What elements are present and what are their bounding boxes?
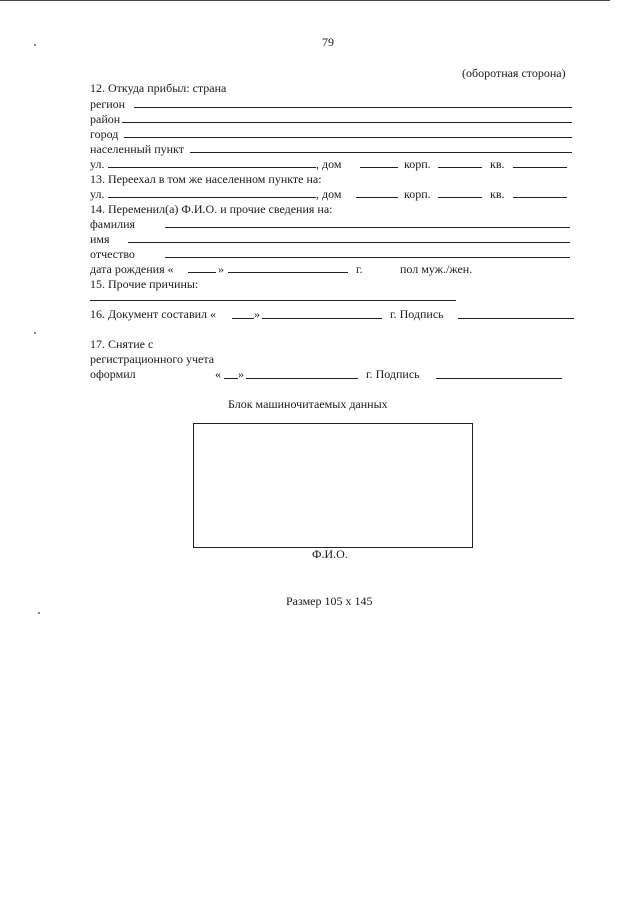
s14-title: 14. Переменил(а) Ф.И.О. и прочие сведения на: <box>90 202 333 216</box>
s13-kv-label: кв. <box>490 187 505 201</box>
s12-gorod-label: город <box>90 127 119 141</box>
s17-open: « <box>215 367 221 381</box>
s12-np-line[interactable] <box>190 152 572 153</box>
s17-year: г. Подпись <box>366 367 420 381</box>
s13-kv-line[interactable] <box>513 197 567 198</box>
s16-month-line[interactable] <box>262 318 382 319</box>
s12-gorod-line[interactable] <box>124 137 572 138</box>
s14-otchestvo-label: отчество <box>90 247 135 261</box>
scan-speck <box>34 44 36 46</box>
s12-np-label: населенный пункт <box>90 142 184 156</box>
machine-block-fio: Ф.И.О. <box>312 547 348 561</box>
machine-block-box[interactable] <box>193 423 473 548</box>
s13-ul-label: ул. <box>90 187 105 201</box>
s14-sex: пол муж./жен. <box>400 262 473 276</box>
s14-familiya-label: фамилия <box>90 217 136 231</box>
s14-familiya-line[interactable] <box>165 227 570 228</box>
page-number: 79 <box>322 35 334 49</box>
s12-korp-label: корп. <box>404 157 431 171</box>
s14-imya-label: имя <box>90 232 110 246</box>
s14-imya-line[interactable] <box>128 242 570 243</box>
s14-dob-close: » <box>218 262 224 276</box>
s14-dob-label: дата рождения « <box>90 262 174 276</box>
s12-dom-line[interactable] <box>360 167 398 168</box>
s12-dom-label: , дом <box>316 157 342 171</box>
s12-rayon-line[interactable] <box>122 122 572 123</box>
s12-ul-label: ул. <box>90 157 105 171</box>
side-note: (оборотная сторона) <box>462 66 566 80</box>
s12-ul-line[interactable] <box>108 167 316 168</box>
size-note: Размер 105 х 145 <box>286 594 373 608</box>
s12-kv-line[interactable] <box>513 167 567 168</box>
s16-signature-line[interactable] <box>458 318 574 319</box>
s13-korp-label: корп. <box>404 187 431 201</box>
scan-speck <box>34 332 36 334</box>
s12-korp-line[interactable] <box>438 167 482 168</box>
s17-line2: регистрационного учета <box>90 352 215 366</box>
s14-otchestvo-line[interactable] <box>165 257 570 258</box>
s14-dob-month-line[interactable] <box>228 272 348 273</box>
scan-top-edge <box>0 0 610 1</box>
s15-line[interactable] <box>90 300 456 301</box>
s17-line3: оформил <box>90 367 136 381</box>
s17-signature-line[interactable] <box>436 378 562 379</box>
s17-close: » <box>238 367 244 381</box>
s16-title: 16. Документ составил « <box>90 307 217 321</box>
s14-dob-day-line[interactable] <box>188 272 216 273</box>
s12-region-label: регион <box>90 97 126 111</box>
machine-block-title: Блок машиночитаемых данных <box>228 397 388 411</box>
scan-speck <box>38 612 40 614</box>
s17-month-line[interactable] <box>246 378 358 379</box>
s14-dob-year: г. <box>356 262 363 276</box>
s13-title: 13. Переехал в том же населенном пункте на: <box>90 172 322 186</box>
s13-dom-label: , дом <box>316 187 342 201</box>
s16-year: г. Подпись <box>390 307 444 321</box>
s13-ul-line[interactable] <box>108 197 316 198</box>
s13-dom-line[interactable] <box>356 197 398 198</box>
s13-korp-line[interactable] <box>438 197 482 198</box>
s12-region-line[interactable] <box>134 107 572 108</box>
s12-title: 12. Откуда прибыл: страна <box>90 81 227 95</box>
s17-day-line[interactable] <box>224 378 238 379</box>
s16-day-line[interactable] <box>232 318 254 319</box>
s16-close: » <box>254 307 260 321</box>
s12-rayon-label: район <box>90 112 121 126</box>
s17-title: 17. Снятие с <box>90 337 154 351</box>
s15-title: 15. Прочие причины: <box>90 277 199 291</box>
s12-kv-label: кв. <box>490 157 505 171</box>
